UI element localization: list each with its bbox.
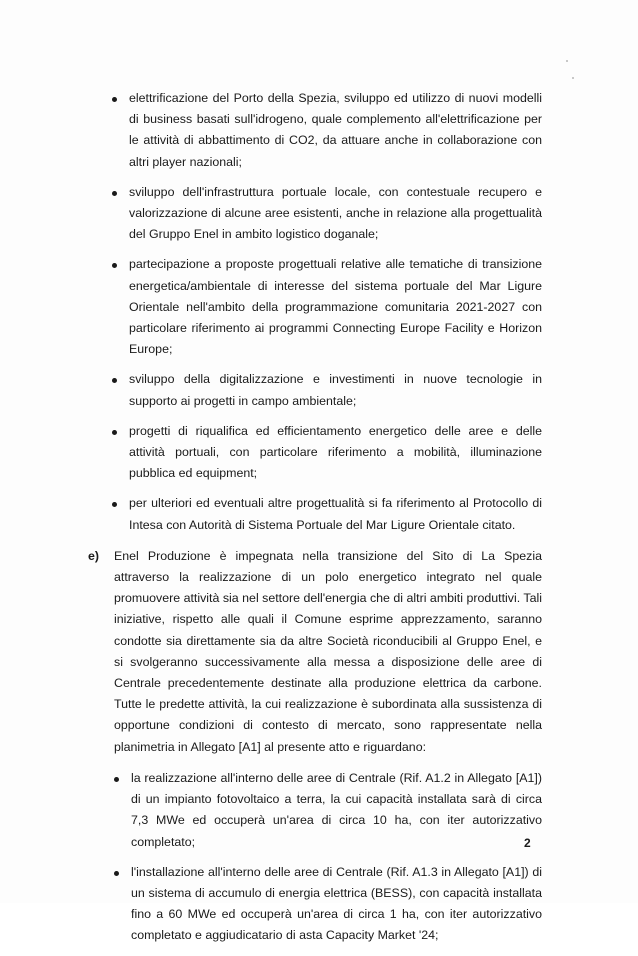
scan-speck (566, 60, 568, 62)
list-item-text: elettrificazione del Porto della Spezia, sviluppo ed utilizzo di nuovi modelli di business basati sull'idrogeno, quale complemento all'elettrificazione per le attività di abbattimento di CO2, da attuare anche in collaborazione con altri player nazionali; (129, 91, 542, 169)
list-item (112, 254, 542, 360)
bullet-icon (112, 97, 117, 102)
section-bullet-list (114, 768, 542, 947)
bullet-icon (112, 502, 117, 507)
list-item (112, 421, 542, 485)
section-paragraph: Enel Produzione è impegnata nella transizione del Sito di La Spezia attraverso la realizzazione di un polo energetico integrato nel quale promuovere attività sia nel settore dell'energia che di altri ambiti produttivi. Tali iniziative, rispetto alle quali il Comune esprime apprezzamento, saranno condotte sia direttamente sia da altre Società riconducibili al Gruppo Enel, e si svolgeranno successivamente alla messa a disposizione delle aree di Centrale precedentemente destinate alla produzione elettrica da carbone. Tutte le predette attività, la cui realizzazione è subordinata alla sussistenza di opportune condizioni di contesto di mercato, sono rappresentate nella planimetria in Allegato [A1] al presente atto e riguardano: (114, 548, 542, 754)
bullet-icon (112, 263, 117, 268)
bullet-icon (114, 777, 119, 782)
section-letter: e) (88, 548, 100, 563)
page-number: 2 (524, 836, 531, 850)
bullet-icon (112, 191, 117, 196)
list-item-text: partecipazione a proposte progettuali relative alle tematiche di transizione energetica/ambientale di interesse del sistema portuale del Mar Ligure Orientale nell'ambito della programmazione comunitaria 2021-2027 con particolare riferimento ai programmi Connecting Europe Facility e Horizon Europe; (129, 257, 542, 357)
list-item (112, 369, 542, 411)
top-bullet-list (112, 88, 542, 536)
list-item-text: l'installazione all'interno delle aree di Centrale (Rif. A1.3 in Allegato [A1]) di un sistema di accumulo di energia elettrica (BESS), con capacità installata fino a 60 MWe ed occuperà un'area di circa 1 ha, con iter autorizzativo completato e aggiudicatario di asta Capacity Market '24; (131, 864, 542, 943)
scan-speck (572, 77, 574, 79)
bullet-icon (112, 378, 117, 383)
list-item (112, 88, 542, 173)
list-item-text: la realizzazione all'interno delle aree di Centrale (Rif. A1.2 in Allegato [A1]) di un impianto fotovoltaico a terra, la cui capacità installata sarà di circa 7,3 MWe ed occuperà un'area di circa 10 ha, con iter autorizzativo completato; (131, 770, 542, 849)
list-item-text: progetti di riqualifica ed efficientamento energetico delle aree e delle attività portuali, con particolare riferimento a mobilità, illuminazione pubblica ed equipment; (129, 423, 542, 481)
section-e (88, 546, 542, 947)
bullet-icon (112, 430, 117, 435)
document-body (88, 88, 542, 956)
list-item (112, 182, 542, 246)
list-item-text: sviluppo della digitalizzazione e investimenti in nuove tecnologie in supporto ai progetti in campo ambientale; (129, 372, 542, 408)
list-item (112, 493, 542, 535)
list-item-text: sviluppo dell'infrastruttura portuale locale, con contestuale recupero e valorizzazione di alcune aree esistenti, anche in relazione alla progettualità del Gruppo Enel in ambito logistico doganale; (129, 184, 542, 242)
list-item (114, 768, 542, 853)
list-item-text: per ulteriori ed eventuali altre progettualità si fa riferimento al Protocollo di Intesa con Autorità di Sistema Portuale del Mar Ligure Orientale citato. (129, 496, 542, 532)
bullet-icon (114, 871, 119, 876)
list-item (114, 862, 542, 947)
